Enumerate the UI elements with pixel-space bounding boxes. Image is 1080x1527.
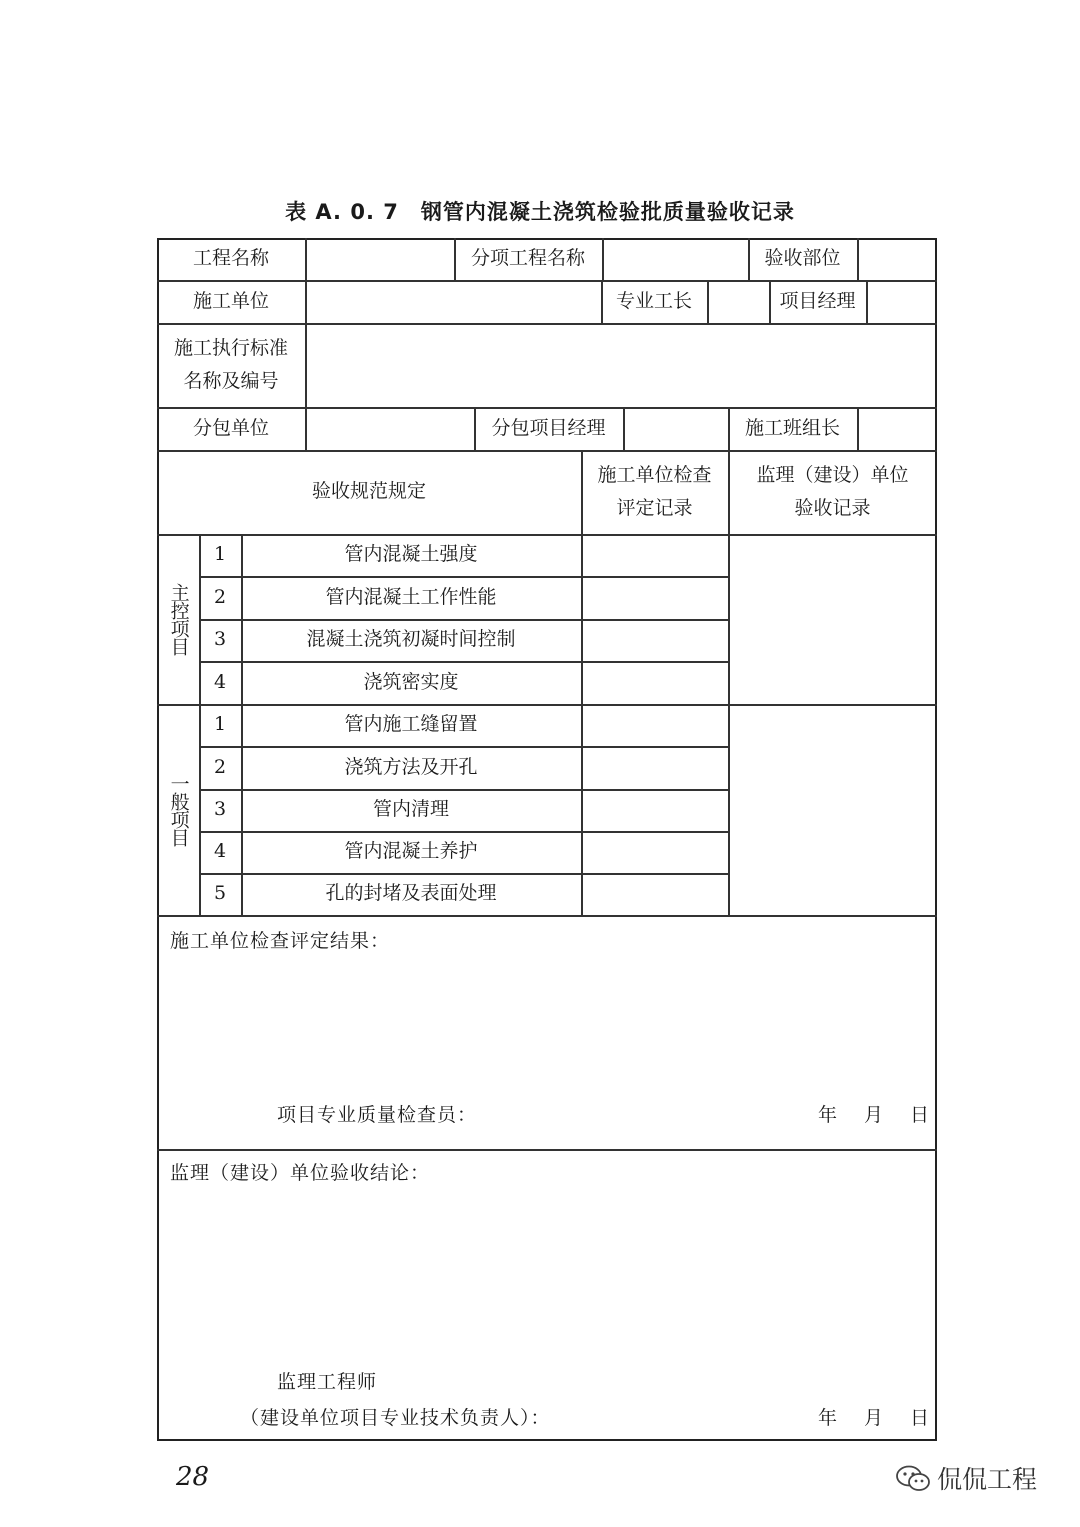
table-title: 钢管内混凝土浇筑检验批质量验收记录 (420, 200, 795, 224)
supervise-record-line2: 验收记录 (794, 497, 871, 519)
item-number: 1 (213, 713, 227, 736)
item-text: 管内清理 (372, 798, 449, 821)
sub-project-name-label: 分项工程名称 (470, 247, 585, 270)
col-divider (857, 407, 859, 450)
conclusion-date: 年 月 日 (818, 1407, 934, 1429)
item-text: 浇筑密实度 (363, 670, 459, 693)
result-date: 年 月 日 (818, 1104, 934, 1126)
col-divider (305, 238, 307, 450)
main-control-label-text: 主控项目 (167, 583, 190, 655)
subcontractor-label: 分包单位 (192, 416, 269, 439)
main-control-label (157, 534, 199, 704)
item-text: 管内施工缝留置 (344, 713, 478, 736)
foreman-label: 专业工长 (615, 289, 692, 312)
col-divider (857, 238, 859, 280)
sub-project-manager-label: 分包项目经理 (491, 416, 606, 439)
check-record-line2: 评定记录 (616, 497, 693, 519)
item-text: 管内混凝土强度 (344, 543, 478, 566)
item-text: 浇筑方法及开孔 (344, 755, 478, 778)
item-number: 4 (213, 840, 227, 863)
general-label-text: 一般项目 (167, 773, 190, 846)
check-record-header (581, 450, 728, 534)
team-leader-label: 施工班组长 (744, 416, 840, 439)
item-text: 管内混凝土养护 (344, 840, 478, 863)
item-number: 1 (213, 543, 227, 566)
watermark (895, 1460, 1037, 1496)
item-number: 2 (213, 755, 227, 778)
spec-header: 验收规范规定 (311, 480, 426, 503)
conclusion-label: 监理（建设）单位验收结论： (170, 1162, 431, 1184)
construction-unit-label: 施工单位 (192, 289, 269, 312)
watermark-text: 侃侃工程 (937, 1465, 1038, 1494)
item-text: 管内混凝土工作性能 (325, 585, 497, 608)
page-title (0, 196, 1080, 226)
result-label: 施工单位检查评定结果： (170, 930, 391, 952)
row-divider (157, 915, 937, 917)
standard-label (157, 323, 305, 407)
standard-label-line2: 名称及编号 (183, 370, 279, 392)
engineer-note: （建设单位项目专业技术负责人）： (240, 1407, 551, 1429)
project-name-label: 工程名称 (192, 247, 269, 270)
wechat-icon (895, 1464, 931, 1492)
supervise-record-header (728, 450, 937, 534)
col-divider (602, 238, 604, 280)
col-divider (707, 280, 709, 323)
check-record-line1: 施工单位检查 (597, 463, 712, 486)
item-number: 2 (213, 585, 227, 608)
item-number: 5 (213, 882, 227, 905)
item-number: 3 (213, 628, 227, 651)
general-label (157, 704, 199, 915)
item-text: 混凝土浇筑初凝时间控制 (306, 628, 516, 651)
acceptance-part-label: 验收部位 (764, 247, 841, 270)
supervise-record-line1: 监理（建设）单位 (756, 463, 909, 486)
item-number: 3 (213, 798, 227, 821)
item-text: 孔的封堵及表面处理 (325, 882, 497, 905)
page-number: 28 (176, 1462, 210, 1492)
row-divider (157, 1149, 937, 1151)
inspector-label: 项目专业质量检查员： (277, 1104, 478, 1126)
engineer-label: 监理工程师 (277, 1371, 378, 1393)
project-manager-label: 项目经理 (779, 289, 856, 312)
standard-label-line1: 施工执行标准 (173, 336, 288, 359)
col-divider (866, 280, 868, 323)
col-divider (623, 407, 625, 450)
table-code: 表 A. 0. 7 (285, 200, 399, 224)
item-number: 4 (213, 670, 227, 693)
